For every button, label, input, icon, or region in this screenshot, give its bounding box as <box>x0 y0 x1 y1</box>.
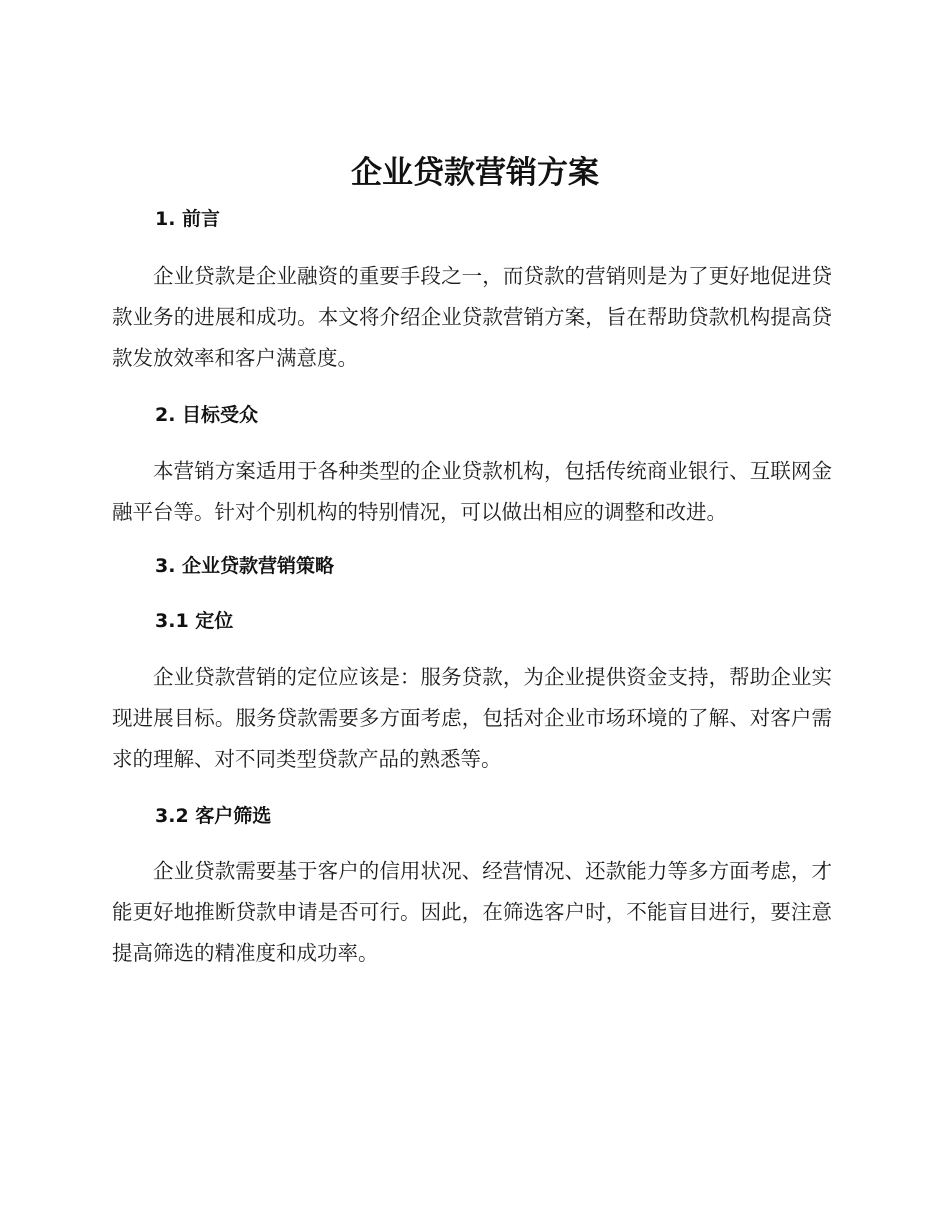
section-paragraph-preface: 企业贷款是企业融资的重要手段之一，而贷款的营销则是为了更好地促进贷款业务的进展和成功。本文将介绍企业贷款营销方案，旨在帮助贷款机构提高贷款发放效率和客户满意度。 <box>112 264 832 370</box>
document-title: 企业贷款营销方案 <box>351 155 599 191</box>
section-paragraph-target-audience: 本营销方案适用于各种类型的企业贷款机构，包括传统商业银行、互联网金融平台等。针对个别机构的特别情况，可以做出相应的调整和改进。 <box>112 459 832 524</box>
section-heading-target-audience: 2. 目标受众 <box>155 404 259 426</box>
section-heading-preface: 1. 前言 <box>155 208 221 230</box>
section-heading-positioning: 3.1 定位 <box>155 610 234 632</box>
section-paragraph-positioning: 企业贷款营销的定位应该是：服务贷款，为企业提供资金支持，帮助企业实现进展目标。服务贷款需要多方面考虑，包括对企业市场环境的了解、对客户需求的理解、对不同类型贷款产品的熟悉等。 <box>112 665 832 771</box>
section-paragraph-customer-screening: 企业贷款需要基于客户的信用状况、经营情况、还款能力等多方面考虑，才能更好地推断贷款申请是否可行。因此，在筛选客户时，不能盲目进行，要注意提高筛选的精准度和成功率。 <box>112 859 832 965</box>
section-heading-customer-screening: 3.2 客户筛选 <box>155 805 272 827</box>
section-heading-marketing-strategy: 3. 企业贷款营销策略 <box>155 555 335 577</box>
